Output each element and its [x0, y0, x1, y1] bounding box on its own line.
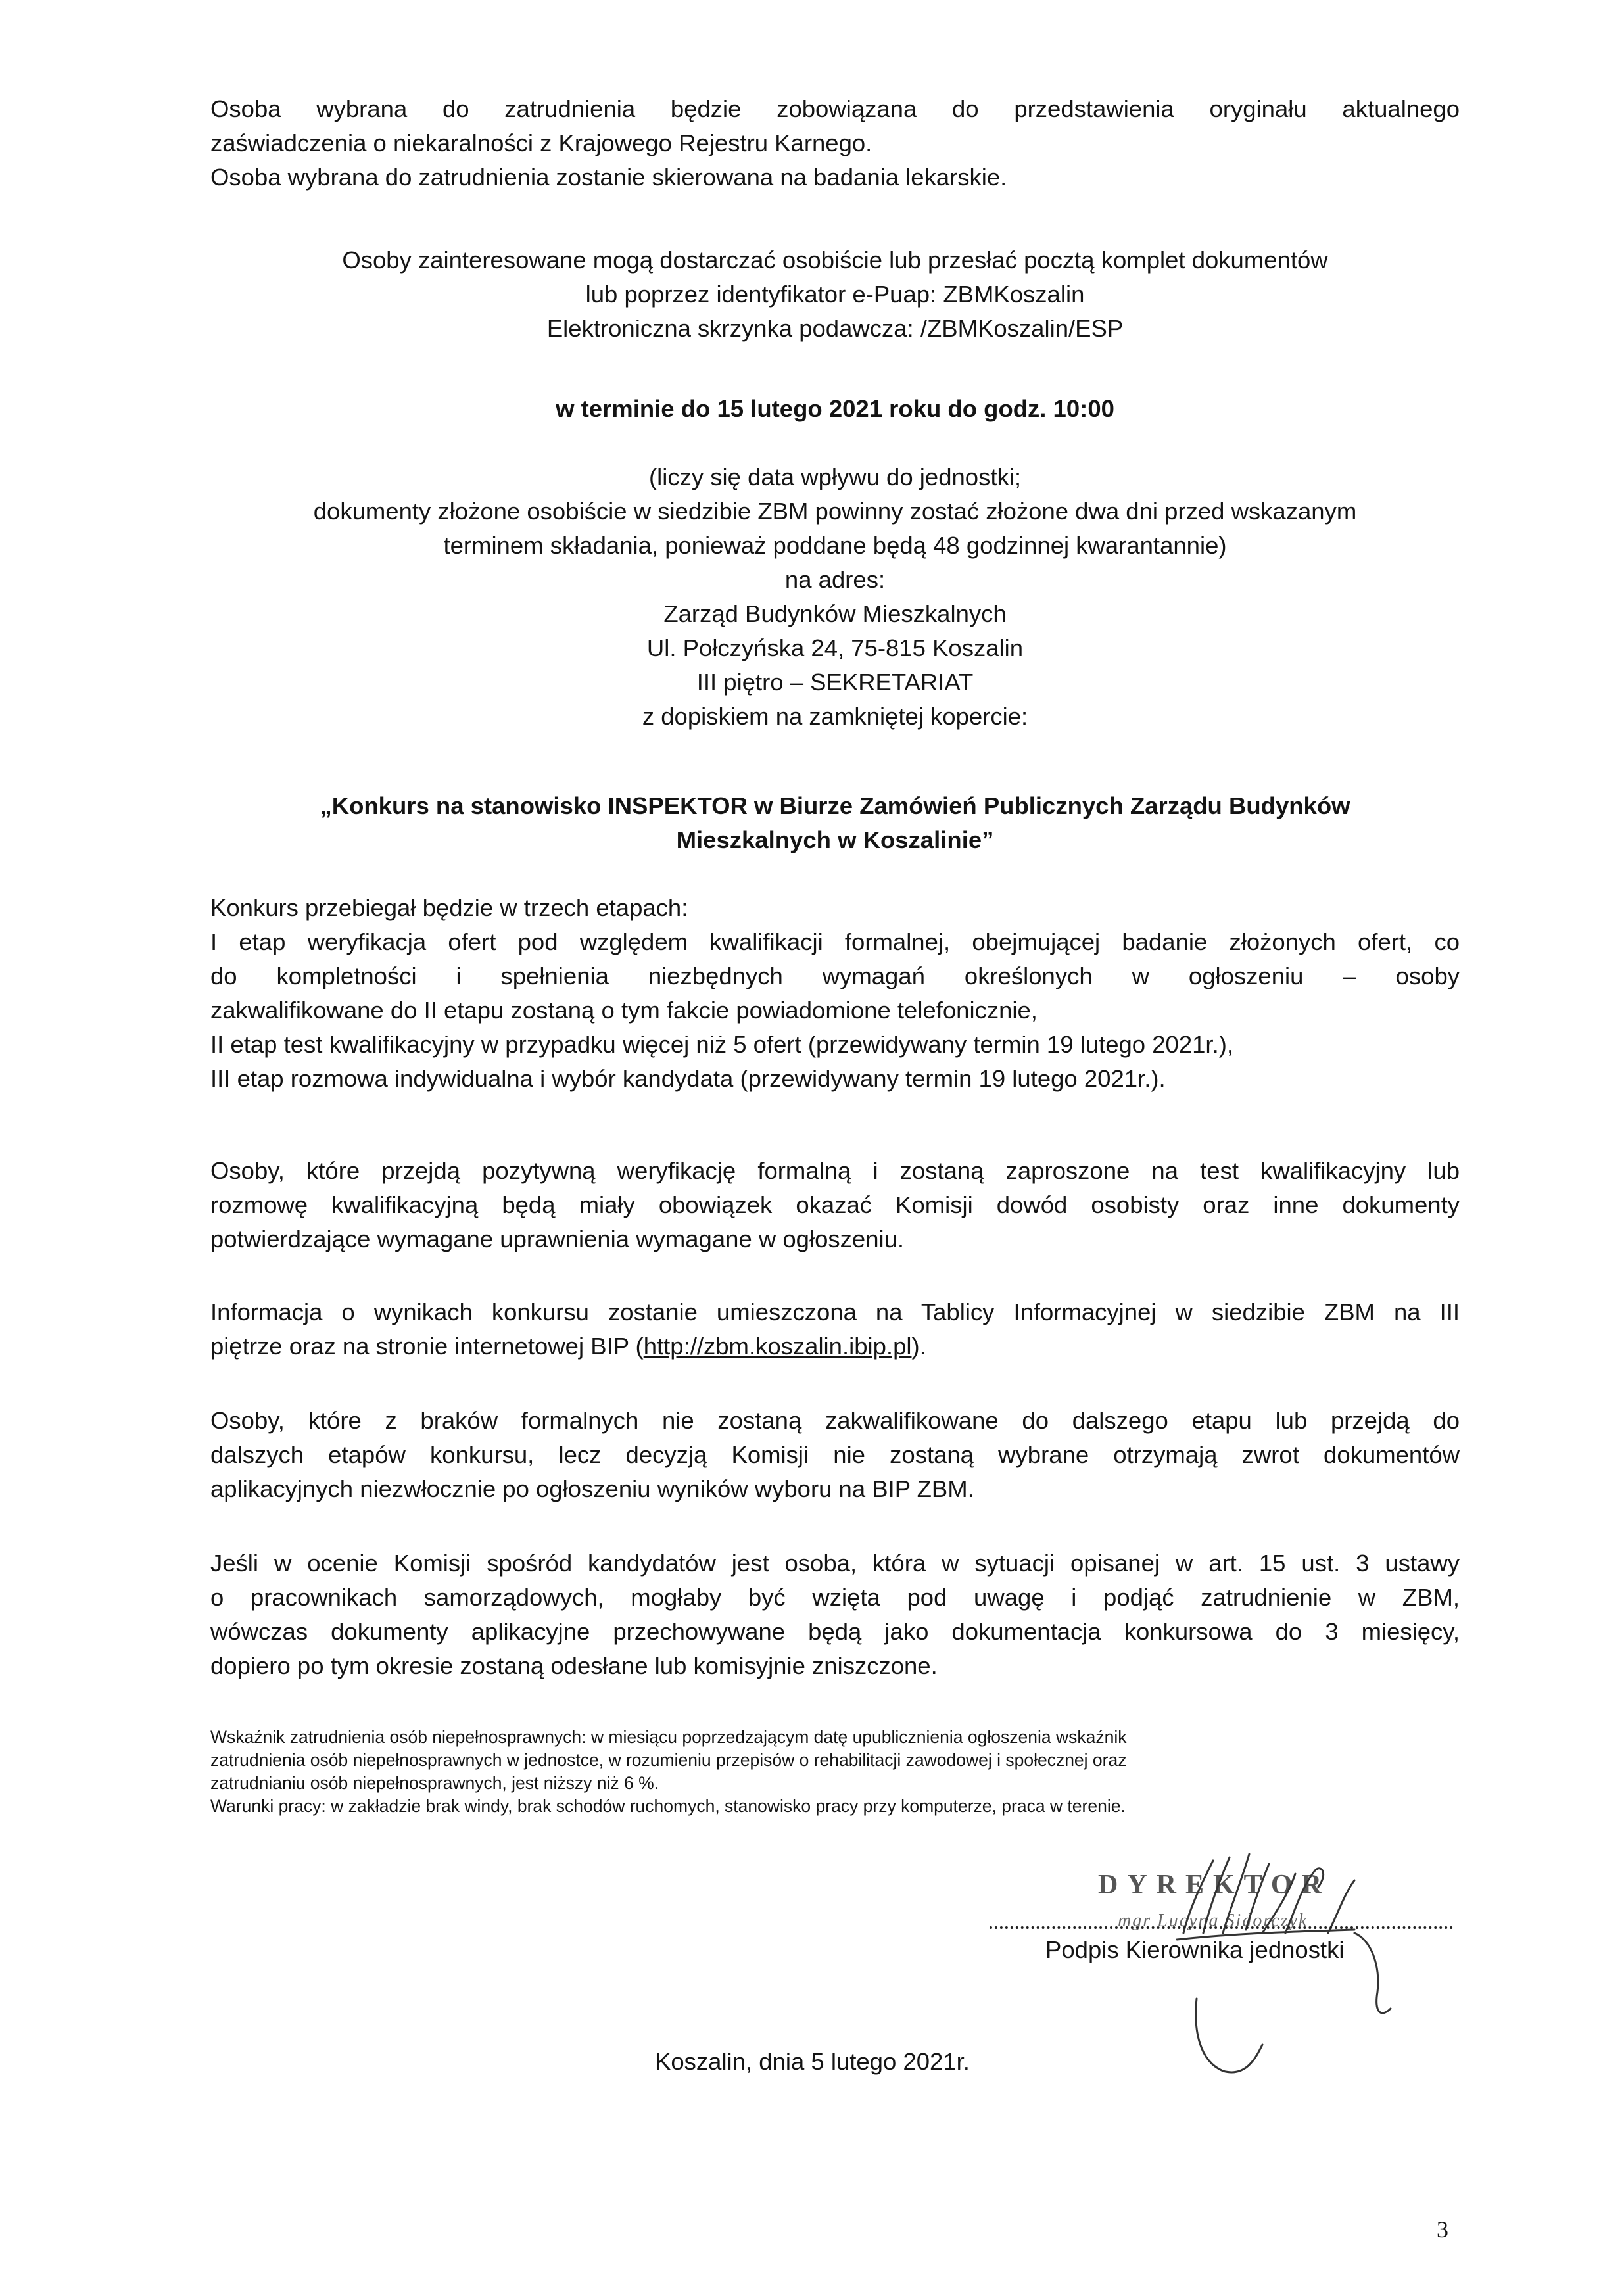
- reserve-line-3: wówczas dokumenty aplikacyjne przechowywane będą jako dokumentacja konkursowa do 3 miesięcy,: [210, 1618, 1460, 1645]
- reserve-paragraph: [210, 1546, 1460, 1683]
- notes-line-1: Wskaźnik zatrudnienia osób niepełnosprawnych: w miesiącu poprzedzającym datę upublicznienia ogłoszenia wskaźnik: [210, 1727, 1127, 1747]
- stages-line-1: Konkurs przebiegał będzie w trzech etapach:: [210, 894, 688, 921]
- address-line-5: Zarząd Budynków Mieszkalnych: [663, 600, 1007, 627]
- results-paragraph: [210, 1295, 1460, 1364]
- reserve-line-2: o pracownikach samorządowych, mogłaby być wzięta pod uwagę i podjąć zatrudnienie w ZBM,: [210, 1584, 1460, 1611]
- stages-line-6: III etap rozmowa indywidualna i wybór kandydata (przewidywany termin 19 lutego 2021r.).: [210, 1065, 1166, 1092]
- signature-caption: Podpis Kierownika jednostki: [1045, 1936, 1345, 1963]
- address-line-8: z dopiskiem na zamkniętej kopercie:: [642, 703, 1028, 730]
- contest-title-line-2: Mieszkalnych w Koszalinie”: [676, 826, 994, 853]
- results-line-1: Informacja o wynikach konkursu zostanie umieszczona na Tablicy Informacyjnej w siedzibie ZBM na III: [210, 1298, 1460, 1325]
- intro-line-1: Osoba wybrana do zatrudnienia będzie zobowiązana do przedstawienia oryginału aktualnego: [210, 95, 1460, 122]
- returns-line-3: aplikacyjnych niezwłocznie po ogłoszeniu wyników wyboru na BIP ZBM.: [210, 1475, 974, 1502]
- place-date: Koszalin, dnia 5 lutego 2021r.: [655, 2048, 970, 2075]
- notes-line-4: Warunki pracy: w zakładzie brak windy, brak schodów ruchomych, stanowisko pracy przy komputerze, praca w terenie.: [210, 1796, 1126, 1816]
- returns-paragraph: [210, 1404, 1460, 1506]
- signature-dotted-line: [990, 1926, 1453, 1929]
- reserve-line-4: dopiero po tym okresie zostaną odesłane lub komisyjnie zniszczone.: [210, 1652, 938, 1679]
- stages-line-3: do kompletności i spełnienia niezbędnych wymagań określonych w ogłoszeniu – osoby: [210, 963, 1460, 989]
- address-line-7: III piętro – SEKRETARIAT: [696, 669, 974, 696]
- verification-line-3: potwierdzające wymagane uprawnienia wymagane w ogłoszeniu.: [210, 1226, 905, 1252]
- stages-paragraph: [210, 891, 1460, 1096]
- stages-line-4: zakwalifikowane do II etapu zostaną o tym fakcie powiadomione telefonicznie,: [210, 997, 1038, 1024]
- notes-line-2: zatrudnienia osób niepełnosprawnych w jednostce, w rozumieniu przepisów o rehabilitacji zawodowej i społecznej oraz: [210, 1750, 1127, 1770]
- intro-line-3: Osoba wybrana do zatrudnienia zostanie skierowana na badania lekarskie.: [210, 164, 1007, 191]
- verification-line-1: Osoby, które przejdą pozytywną weryfikację formalną i zostaną zaproszone na test kwalifikacyjny lub: [210, 1157, 1460, 1184]
- deadline-text: w terminie do 15 lutego 2021 roku do godz. 10:00: [556, 395, 1114, 422]
- verification-line-2: rozmowę kwalifikacyjną będą miały obowiązek okazać Komisji dowód osobisty oraz inne dokumenty: [210, 1191, 1460, 1218]
- contest-title-line-1: „Konkurs na stanowisko INSPEKTOR w Biurze Zamówień Publicznych Zarządu Budynków: [320, 792, 1350, 819]
- notes-line-3: zatrudnianiu osób niepełnosprawnych, jest niższy niż 6 %.: [210, 1773, 659, 1793]
- contest-title: [210, 789, 1460, 857]
- verification-paragraph: [210, 1154, 1460, 1256]
- page-number: 3: [1437, 2216, 1448, 2243]
- intro-paragraph: [210, 92, 1460, 195]
- notes-block: [210, 1726, 1460, 1818]
- bip-link[interactable]: http://zbm.koszalin.ibip.pl: [643, 1333, 912, 1360]
- delivery-paragraph: [210, 243, 1460, 346]
- address-line-4: na adres:: [784, 566, 886, 593]
- address-block: [210, 460, 1460, 734]
- results-line-2: [210, 1329, 1460, 1364]
- results-line-2-post: ).: [911, 1333, 926, 1360]
- address-line-1: (liczy się data wpływu do jednostki;: [649, 464, 1021, 490]
- delivery-line-2: lub poprzez identyfikator e-Puap: ZBMKoszalin: [585, 281, 1085, 308]
- returns-line-1: Osoby, które z braków formalnych nie zostaną zakwalifikowane do dalszego etapu lub przejdą do: [210, 1407, 1460, 1434]
- stages-line-5: II etap test kwalifikacyjny w przypadku więcej niż 5 ofert (przewidywany termin 19 lutego 2021r.),: [210, 1031, 1234, 1058]
- stages-line-2: I etap weryfikacja ofert pod względem kwalifikacji formalnej, obejmującej badanie złożonych ofert, co: [210, 928, 1460, 955]
- delivery-line-3: Elektroniczna skrzynka podawcza: /ZBMKoszalin/ESP: [546, 315, 1124, 342]
- stamp-name: mgr Lucyna Sidorczyk: [1118, 1911, 1308, 1931]
- address-line-2: dokumenty złożone osobiście w siedzibie ZBM powinny zostać złożone dwa dni przed wskazanym: [313, 498, 1357, 525]
- delivery-line-1: Osoby zainteresowane mogą dostarczać osobiście lub przesłać pocztą komplet dokumentów: [342, 247, 1328, 274]
- address-line-6: Ul. Połczyńska 24, 75-815 Koszalin: [646, 634, 1024, 661]
- returns-line-2: dalszych etapów konkursu, lecz decyzją Komisji nie zostaną wybrane otrzymają zwrot dokumentów: [210, 1441, 1460, 1468]
- address-line-3: terminem składania, ponieważ poddane będą 48 godzinnej kwarantannie): [443, 532, 1227, 559]
- stamp-title: DYREKTOR: [1098, 1870, 1331, 1900]
- reserve-line-1: Jeśli w ocenie Komisji spośród kandydatów jest osoba, która w sytuacji opisanej w art. 15 ust. 3 ustawy: [210, 1550, 1460, 1577]
- intro-line-2: zaświadczenia o niekaralności z Krajowego Rejestru Karnego.: [210, 130, 872, 156]
- results-line-2-pre: piętrze oraz na stronie internetowej BIP (: [210, 1333, 644, 1360]
